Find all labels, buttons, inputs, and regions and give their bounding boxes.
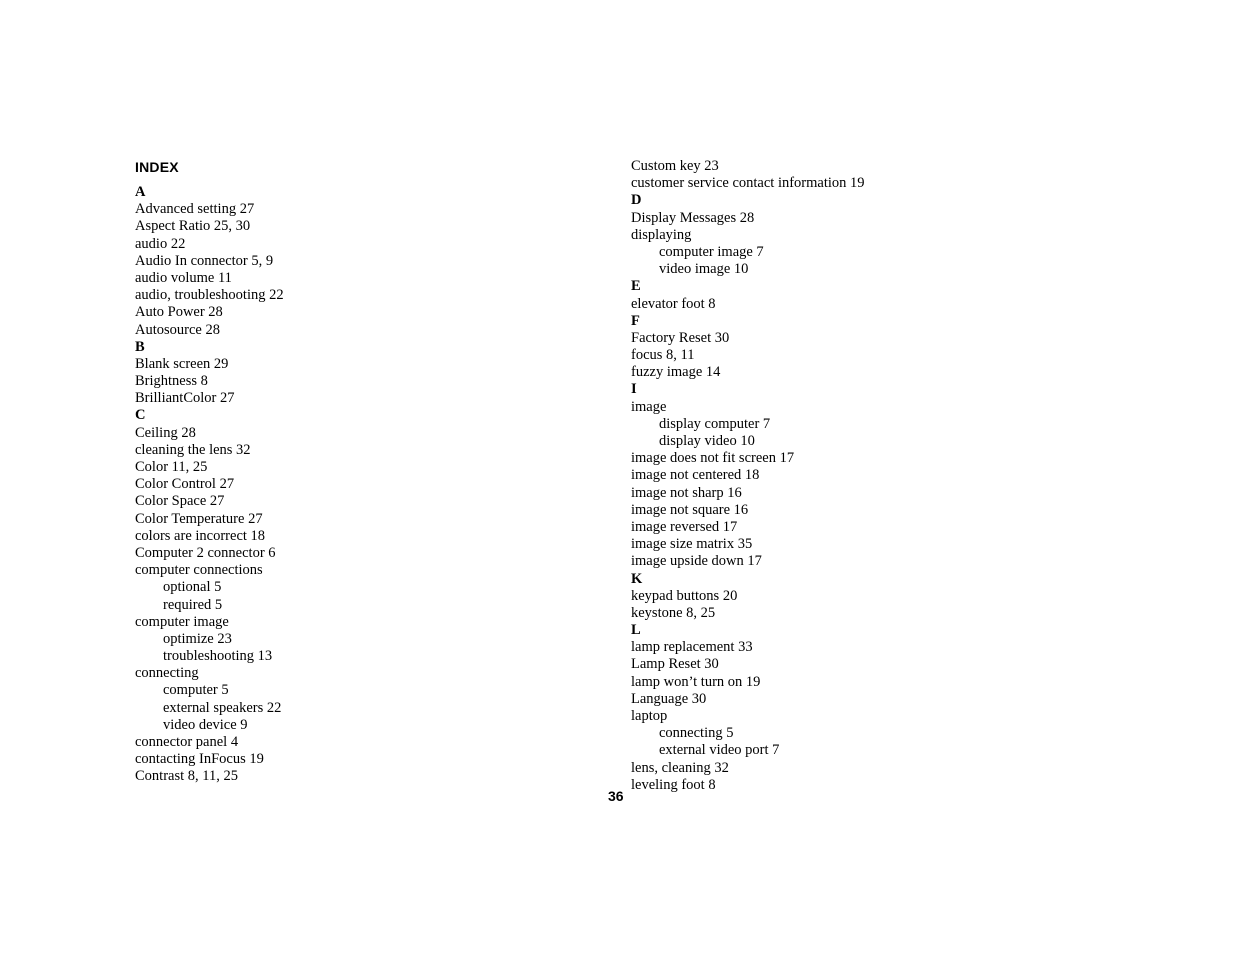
index-entry: audio, troubleshooting 22 [135, 287, 284, 304]
index-column-right [631, 158, 865, 794]
index-entry: Color Temperature 27 [135, 510, 263, 527]
index-entry: Computer 2 connector 6 [135, 544, 276, 561]
index-entry: Audio In connector 5, 9 [135, 252, 274, 269]
index-entry: focus 8, 11 [631, 347, 695, 364]
index-subentry: troubleshooting 13 [163, 648, 273, 665]
index-entry: image not sharp 16 [631, 484, 742, 501]
index-entry: laptop [631, 708, 668, 724]
index-entry: Color Control 27 [135, 476, 235, 493]
index-entry: elevator foot 8 [631, 295, 716, 312]
index-letter-heading: A [135, 184, 146, 200]
index-entry: image upside down 17 [631, 553, 762, 570]
index-subentry: required 5 [163, 596, 223, 613]
index-entry: lens, cleaning 32 [631, 759, 729, 776]
index-entry: Display Messages 28 [631, 209, 755, 226]
index-entry: Blank screen 29 [135, 355, 229, 372]
index-entry: Aspect Ratio 25, 30 [135, 218, 251, 235]
index-entry: image size matrix 35 [631, 536, 753, 553]
index-entry: colors are incorrect 18 [135, 527, 266, 544]
index-entry: BrilliantColor 27 [135, 390, 235, 407]
index-column-left [135, 184, 284, 786]
index-subentry: connecting 5 [659, 725, 734, 742]
index-entry: computer connections [135, 562, 263, 579]
index-letter-heading: C [135, 407, 146, 424]
index-entry: lamp replacement 33 [631, 639, 753, 656]
index-letter-heading: B [135, 338, 145, 355]
index-entry: Auto Power 28 [135, 304, 223, 321]
index-entry: cleaning the lens 32 [135, 441, 251, 458]
index-entry: audio 22 [135, 235, 186, 252]
index-entry: computer image [135, 613, 229, 630]
index-subentry: external video port 7 [659, 742, 780, 759]
index-entry: Language 30 [631, 690, 707, 707]
index-entry: Color 11, 25 [135, 459, 208, 475]
index-letter-heading: D [631, 192, 642, 209]
index-letter-heading: K [631, 570, 643, 587]
index-entry: image not square 16 [631, 501, 749, 518]
index-subentry: optional 5 [163, 579, 222, 596]
index-entry: displaying [631, 226, 692, 243]
index-subentry: external speakers 22 [163, 699, 282, 716]
index-entry: connecting [135, 665, 199, 682]
index-entry: Color Space 27 [135, 493, 225, 510]
index-entry: connector panel 4 [135, 734, 239, 750]
index-letter-heading: I [631, 381, 637, 398]
index-subentry: optimize 23 [163, 630, 232, 647]
index-heading: INDEX [135, 159, 179, 175]
page-number: 36 [608, 788, 624, 804]
index-entry: audio volume 11 [135, 269, 232, 286]
index-entry: Lamp Reset 30 [631, 656, 719, 673]
index-entry: lamp won’t turn on 19 [631, 673, 761, 690]
index-entry: keypad buttons 20 [631, 587, 738, 604]
index-entry: Contrast 8, 11, 25 [135, 768, 238, 785]
index-entry: image not centered 18 [631, 467, 760, 484]
index-entry: image [631, 398, 667, 415]
index-entry: image reversed 17 [631, 518, 738, 535]
index-entry: leveling foot 8 [631, 776, 716, 793]
index-entry: keystone 8, 25 [631, 604, 716, 621]
index-subentry: display video 10 [659, 433, 755, 449]
index-subentry: video device 9 [163, 716, 248, 733]
index-entry: Custom key 23 [631, 158, 719, 174]
index-letter-heading: L [631, 622, 641, 639]
index-letter-heading: F [631, 312, 640, 329]
index-letter-heading: E [631, 278, 641, 295]
index-entry: fuzzy image 14 [631, 364, 721, 381]
index-entry: Factory Reset 30 [631, 329, 730, 346]
index-entry: Autosource 28 [135, 321, 220, 338]
index-subentry: display computer 7 [659, 415, 771, 432]
index-entry: image does not fit screen 17 [631, 450, 795, 467]
index-subentry: computer 5 [163, 682, 229, 699]
index-entry: customer service contact information 19 [631, 175, 865, 192]
index-entry: Ceiling 28 [135, 424, 196, 441]
index-subentry: computer image 7 [659, 243, 764, 260]
index-entry: Brightness 8 [135, 373, 208, 390]
index-subentry: video image 10 [659, 261, 749, 278]
index-entry: Advanced setting 27 [135, 201, 255, 218]
index-entry: contacting InFocus 19 [135, 751, 264, 768]
